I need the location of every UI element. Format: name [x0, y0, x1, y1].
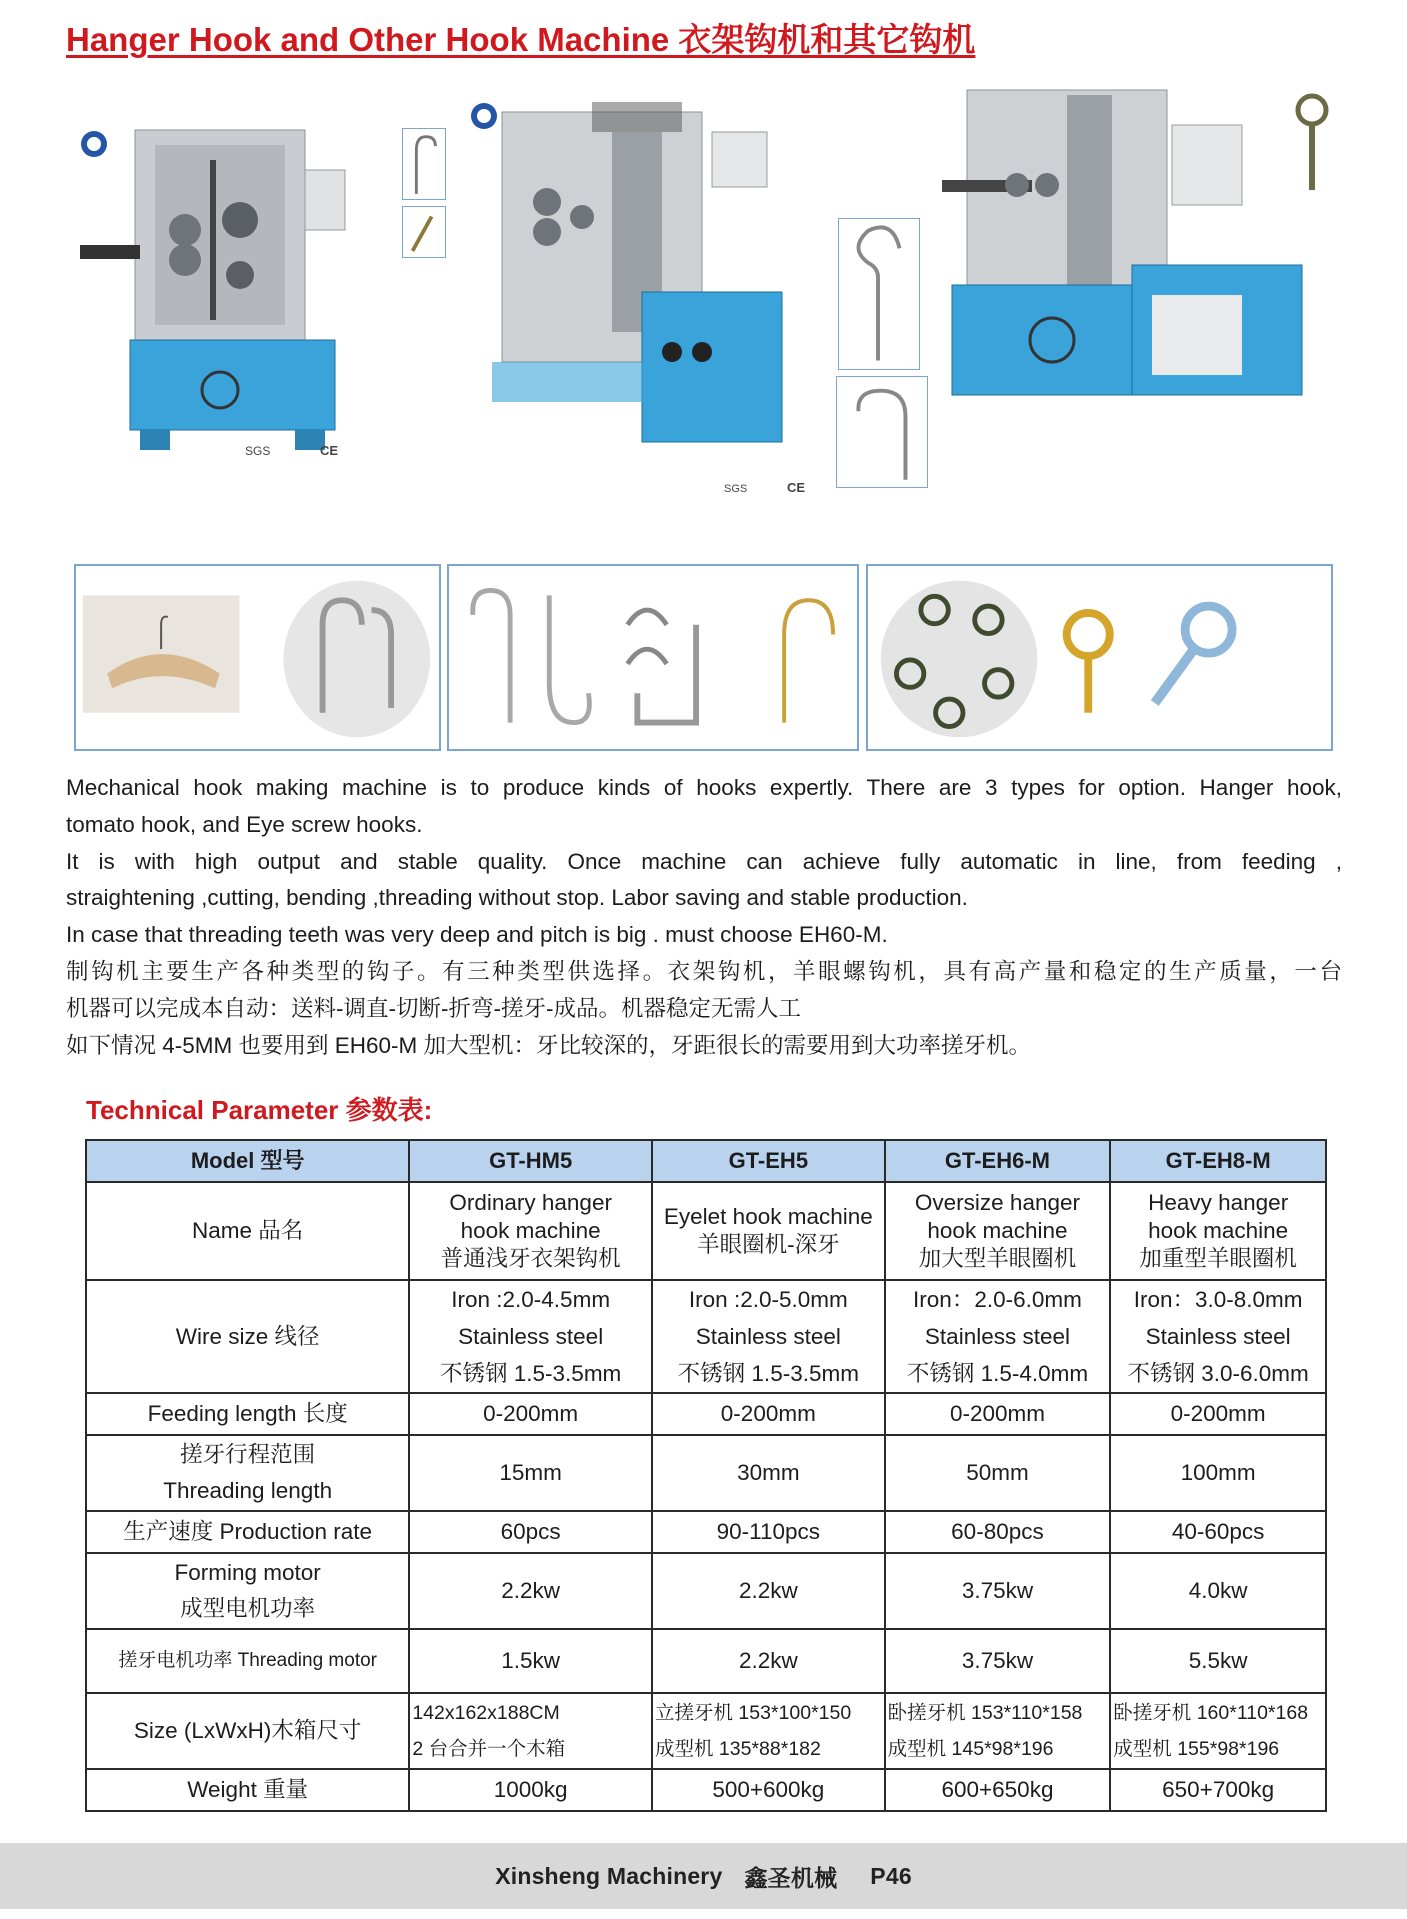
table-cell: 0-200mm: [409, 1393, 652, 1435]
row-label: Size (LxWxH)木箱尺寸: [86, 1693, 409, 1769]
table-row: [86, 1393, 1326, 1435]
table-cell: 90-110pcs: [652, 1511, 885, 1553]
table-cell: 40-60pcs: [1110, 1511, 1326, 1553]
table-cell: 600+650kg: [885, 1769, 1111, 1811]
hook-thumb-1: [402, 128, 446, 200]
description-line: 机器可以完成本自动：送料-调直-切断-折弯-搓牙-成品。机器稳定无需人工: [66, 995, 801, 1021]
table-cell: Heavy hanger hook machine 加重型羊眼圈机: [1110, 1182, 1326, 1280]
footer-page-number: P46: [870, 1862, 912, 1889]
hook-thumb-2: [402, 206, 446, 258]
page-footer: [0, 1843, 1407, 1909]
sgs-mark: SGS: [245, 444, 271, 458]
table-row: [86, 1280, 1326, 1393]
page-title: Hanger Hook and Other Hook Machine 衣架钩机和其它钩机: [66, 21, 976, 58]
table-cell: Iron :2.0-5.0mm Stainless steel 不锈钢 1.5-3.5mm: [652, 1280, 885, 1393]
footer-company-en: Xinsheng Machinery: [495, 1862, 723, 1889]
svg-text:SGS: SGS: [724, 483, 748, 495]
table-cell: 立搓牙机 153*100*150 成型机 135*88*182: [652, 1693, 885, 1769]
table-cell: 650+700kg: [1110, 1769, 1326, 1811]
description-line: In case that threading teeth was very deep and pitch is big . must choose EH60-M.: [66, 922, 888, 948]
description-line: straightening ,cutting, bending ,threading without stop. Labor saving and stable production.: [66, 885, 968, 911]
row-label: Forming motor 成型电机功率: [86, 1553, 409, 1629]
sample-frame-screw-hooks: [447, 564, 859, 751]
description-line: 制钩机主要生产各种类型的钩子。有三种类型供选择。衣架钩机，羊眼螺钩机，具有高产量和稳定的生产质量，一台: [66, 958, 1342, 984]
table-cell: Iron：3.0-8.0mm Stainless steel 不锈钢 3.0-6.0mm: [1110, 1280, 1326, 1393]
table-cell: 卧搓牙机 160*110*168 成型机 155*98*196: [1110, 1693, 1326, 1769]
table-cell: Eyelet hook machine 羊眼圈机-深牙: [652, 1182, 885, 1280]
machine-photo-hm5: [70, 100, 370, 480]
table-cell: 50mm: [885, 1435, 1111, 1511]
table-cell: 1000kg: [409, 1769, 652, 1811]
description-line: Mechanical hook making machine is to produce kinds of hooks expertly. There are 3 types for option. Hanger hook,: [66, 775, 1342, 800]
row-label: 生产速度 Production rate: [86, 1511, 409, 1553]
eye-screw-thumb: [1287, 88, 1337, 196]
table-row: [86, 1629, 1326, 1693]
table-cell: 142x162x188CM 2 台合并一个木箱: [409, 1693, 652, 1769]
table-cell: 0-200mm: [652, 1393, 885, 1435]
description-line: 如下情况 4-5MM 也要用到 EH60-M 加大型机：牙比较深的，牙距很长的需要用到大功率搓牙机。: [66, 1032, 1032, 1058]
table-cell: 卧搓牙机 153*110*158 成型机 145*98*196: [885, 1693, 1111, 1769]
row-label: Wire size 线径: [86, 1280, 409, 1393]
row-label: 搓牙行程范围 Threading length: [86, 1435, 409, 1511]
table-cell: 100mm: [1110, 1435, 1326, 1511]
header-cell: GT-EH8-M: [1110, 1140, 1326, 1182]
machine-photo-eh5: [462, 92, 810, 502]
table-row: [86, 1769, 1326, 1811]
hook-thumb-4: [836, 376, 928, 488]
header-cell: GT-HM5: [409, 1140, 652, 1182]
table-cell: 60pcs: [409, 1511, 652, 1553]
table-cell: 3.75kw: [885, 1629, 1111, 1693]
table-row: [86, 1435, 1326, 1511]
table-cell: 2.2kw: [409, 1553, 652, 1629]
table-cell: 2.2kw: [652, 1629, 885, 1693]
header-cell: GT-EH5: [652, 1140, 885, 1182]
params-header-row: [86, 1140, 1326, 1182]
table-cell: Iron：2.0-6.0mm Stainless steel 不锈钢 1.5-4.0mm: [885, 1280, 1111, 1393]
sample-frame-hanger: [74, 564, 441, 751]
table-row: [86, 1511, 1326, 1553]
table-cell: 500+600kg: [652, 1769, 885, 1811]
ce-mark: CE: [320, 443, 339, 458]
machine-photo-eh6: [942, 85, 1326, 457]
row-label: Weight 重量: [86, 1769, 409, 1811]
table-cell: 0-200mm: [885, 1393, 1111, 1435]
footer-company-cn: 鑫圣机械: [744, 1864, 838, 1891]
params-table: [85, 1139, 1327, 1812]
row-label: Feeding length 长度: [86, 1393, 409, 1435]
svg-text:CE: CE: [787, 480, 806, 495]
table-cell: Iron :2.0-4.5mm Stainless steel 不锈钢 1.5-3.5mm: [409, 1280, 652, 1393]
table-cell: 5.5kw: [1110, 1629, 1326, 1693]
row-label: Name 品名: [86, 1182, 409, 1280]
description: [66, 770, 1342, 1064]
header-cell: Model 型号: [86, 1140, 409, 1182]
table-cell: 4.0kw: [1110, 1553, 1326, 1629]
header-cell: GT-EH6-M: [885, 1140, 1111, 1182]
table-cell: 3.75kw: [885, 1553, 1111, 1629]
params-title: Technical Parameter 参数表:: [86, 1095, 433, 1125]
table-cell: 60-80pcs: [885, 1511, 1111, 1553]
sample-frame-eye-screws: [866, 564, 1333, 751]
table-cell: 1.5kw: [409, 1629, 652, 1693]
description-line: tomato hook, and Eye screw hooks.: [66, 811, 423, 837]
table-row: [86, 1182, 1326, 1280]
hook-thumb-3: [838, 218, 920, 370]
table-cell: Oversize hanger hook machine 加大型羊眼圈机: [885, 1182, 1111, 1280]
description-line: It is with high output and stable quality. Once machine can achieve fully automatic in line, from feeding ,: [66, 848, 1342, 874]
table-row: [86, 1693, 1326, 1769]
table-cell: 30mm: [652, 1435, 885, 1511]
table-cell: Ordinary hanger hook machine 普通浅牙衣架钩机: [409, 1182, 652, 1280]
table-cell: 2.2kw: [652, 1553, 885, 1629]
table-row: [86, 1553, 1326, 1629]
table-cell: 15mm: [409, 1435, 652, 1511]
table-cell: 0-200mm: [1110, 1393, 1326, 1435]
row-label: 搓牙电机功率 Threading motor: [86, 1629, 409, 1693]
